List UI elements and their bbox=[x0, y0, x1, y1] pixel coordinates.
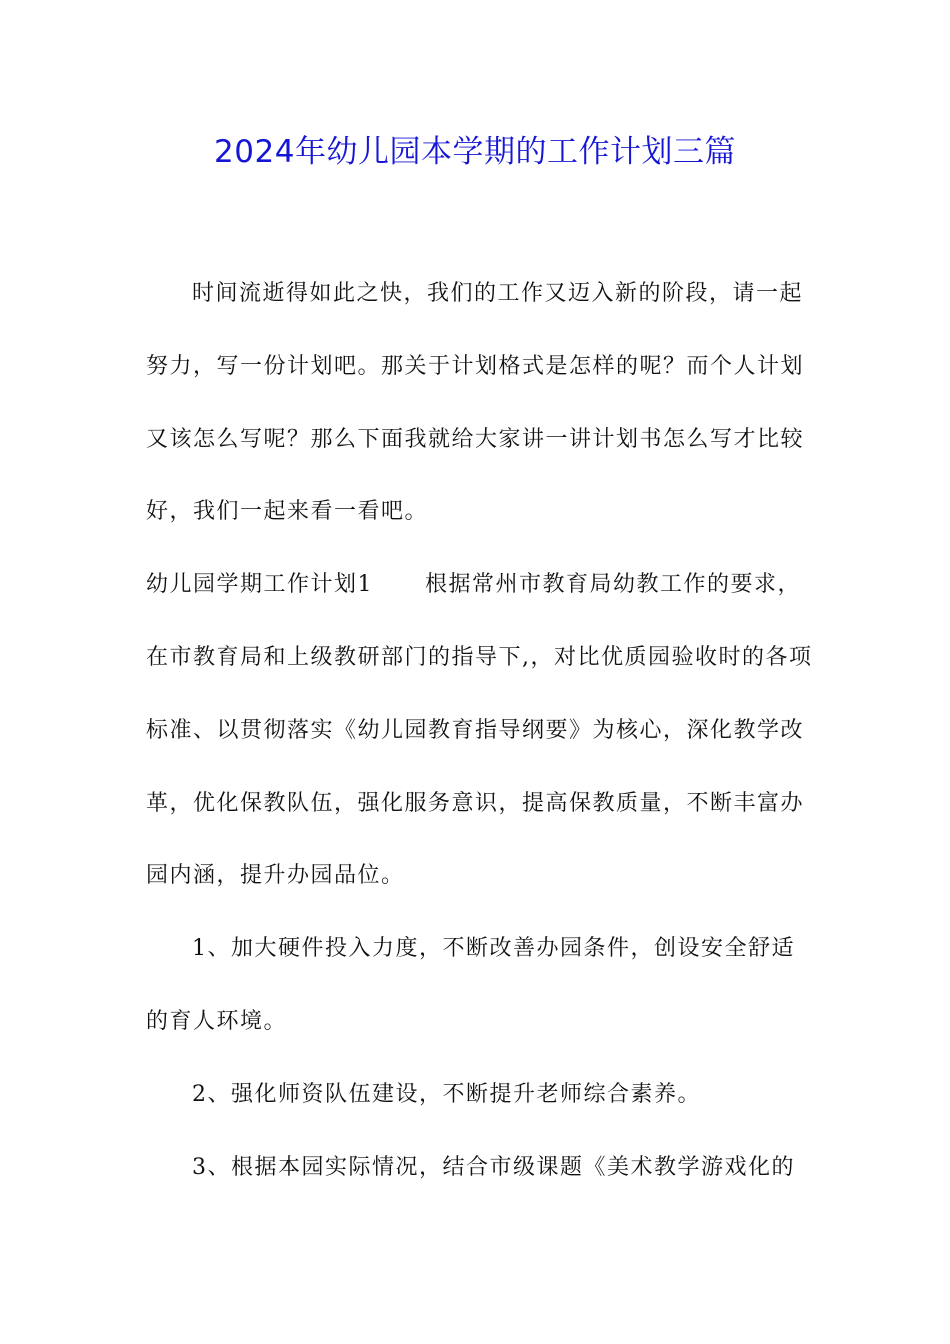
list-item-2: 2、强化师资队伍建设，不断提升老师综合素养。 bbox=[192, 1081, 701, 1107]
list-item-1: 1、加大硬件投入力度，不断改善办园条件，创设安全舒适的育人环境。 bbox=[146, 936, 795, 1034]
section-1-body: 根据常州市教育局幼教工作的要求，在市教育局和上级教研部门的指导下,，对比优质园验收时的各项标准、以贯彻落实《幼儿园教育指导纲要》为核心，深化教学改革，优化保教队伍，强化服务意识，提高保教质量，不断丰富办园内涵，提升办园品位。 bbox=[146, 572, 813, 889]
document-body bbox=[146, 258, 816, 1204]
document-title: 2024年幼儿园本学期的工作计划三篇 bbox=[214, 134, 736, 170]
section-1-heading: 幼儿园学期工作计划1 bbox=[146, 572, 373, 598]
section-1-paragraph bbox=[146, 549, 816, 913]
list-item-3: 3、根据本园实际情况，结合市级课题《美术教学游戏化的 bbox=[192, 1154, 795, 1180]
intro-paragraph: 时间流逝得如此之快，我们的工作又迈入新的阶段，请一起努力，写一份计划吧。那关于计划格式是怎样的呢？而个人计划又该怎么写呢？那么下面我就给大家讲一讲计划书怎么写才比较好，我们一起来看一看吧。 bbox=[146, 281, 805, 525]
